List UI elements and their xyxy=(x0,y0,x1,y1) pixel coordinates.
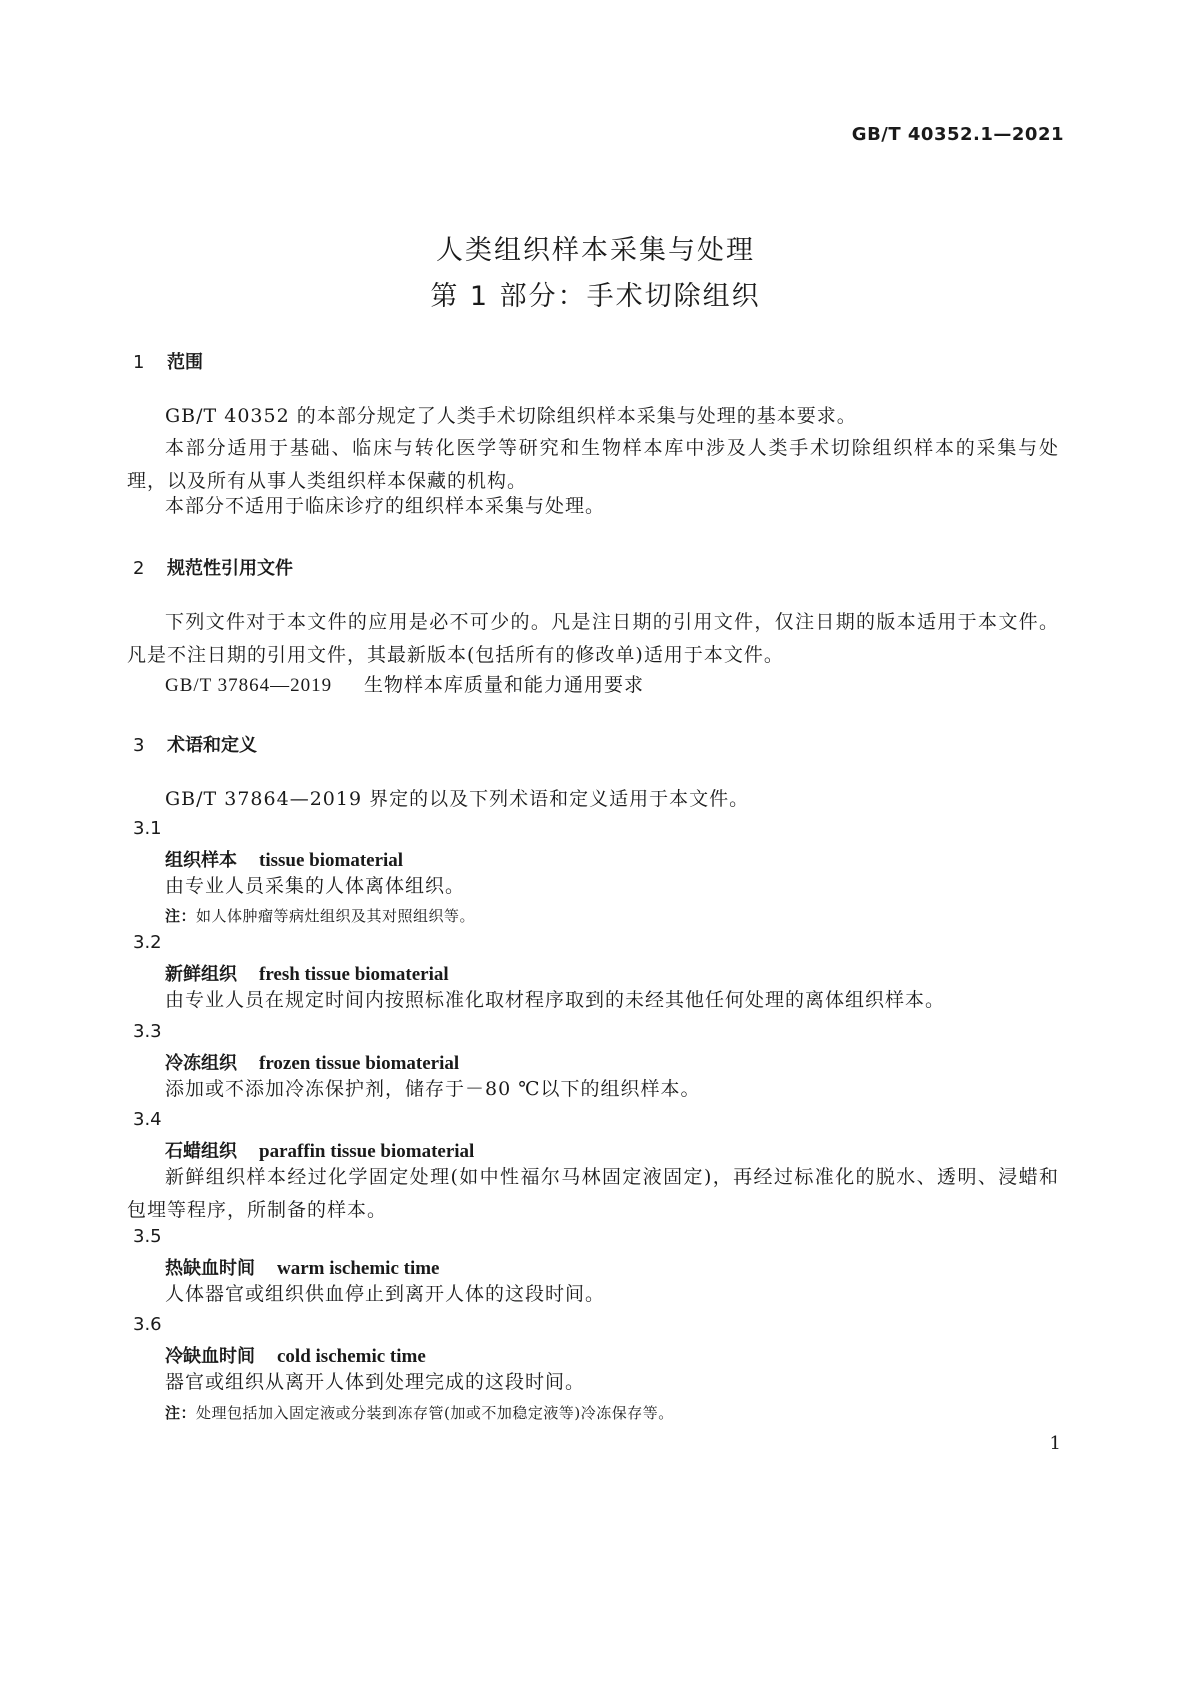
section-number: 2 xyxy=(133,558,145,579)
section-title: 范围 xyxy=(167,352,203,373)
term-chinese: 组织样本 xyxy=(165,850,237,871)
page-number: 1 xyxy=(1049,1433,1061,1454)
document-title-line2: 第 1 部分：手术切除组织 xyxy=(430,281,761,312)
term-definition: 由专业人员在规定时间内按照标准化取材程序取到的未经其他任何处理的离体组织样本。 xyxy=(165,989,946,1011)
term-chinese: 热缺血时间 xyxy=(165,1258,255,1279)
term-chinese: 冷冻组织 xyxy=(165,1053,237,1074)
document-title-line1: 人类组织样本采集与处理 xyxy=(436,235,755,266)
term-english: paraffin tissue biomaterial xyxy=(259,1141,475,1162)
term-chinese: 冷缺血时间 xyxy=(165,1346,255,1367)
note-label: 注： xyxy=(165,1404,197,1422)
note-label: 注： xyxy=(165,907,197,925)
term-english: tissue biomaterial xyxy=(259,850,404,871)
section-2-paragraph-1: 下列文件对于本文件的应用是必不可少的。凡是注日期的引用文件，仅注日期的版本适用于本文件。凡是不注日期的引用文件，其最新版本(包括所有的修改单)适用于本文件。 xyxy=(127,611,1059,666)
term-definition: 添加或不添加冷冻保护剂，储存于－80 ℃以下的组织样本。 xyxy=(165,1078,701,1100)
note-text: 如人体肿瘤等病灶组织及其对照组织等。 xyxy=(196,907,476,925)
section-1-heading xyxy=(133,348,203,374)
term-definition: 人体器官或组织供血停止到离开人体的这段时间。 xyxy=(165,1283,606,1305)
term-note xyxy=(165,1402,674,1423)
section-1-paragraph-2: 本部分适用于基础、临床与转化医学等研究和生物样本库中涉及人类手术切除组织样本的采集与处理，以及所有从事人类组织样本保藏的机构。 xyxy=(127,437,1059,492)
section-title: 术语和定义 xyxy=(167,735,257,756)
term-definition: 器官或组织从离开人体到处理完成的这段时间。 xyxy=(165,1371,586,1393)
term-number: 3.2 xyxy=(133,932,162,953)
section-3-intro: GB/T 37864—2019 界定的以及下列术语和定义适用于本文件。 xyxy=(165,788,750,810)
term-english: fresh tissue biomaterial xyxy=(259,964,449,985)
section-number: 3 xyxy=(133,735,145,756)
normative-reference xyxy=(165,670,644,697)
standard-number: GB/T 40352.1—2021 xyxy=(851,124,1064,145)
section-title: 规范性引用文件 xyxy=(167,558,293,579)
term-english: warm ischemic time xyxy=(277,1258,440,1279)
term-title xyxy=(165,960,449,986)
term-title xyxy=(165,1137,474,1163)
term-note xyxy=(165,905,475,926)
reference-title: 生物样本库质量和能力通用要求 xyxy=(364,674,645,696)
term-chinese: 新鲜组织 xyxy=(165,964,237,985)
term-chinese: 石蜡组织 xyxy=(165,1141,237,1162)
term-number: 3.3 xyxy=(133,1021,162,1042)
term-title xyxy=(165,1254,440,1280)
reference-code: GB/T 37864—2019 xyxy=(165,675,333,696)
term-title xyxy=(165,846,403,872)
term-number: 3.1 xyxy=(133,818,162,839)
section-number: 1 xyxy=(133,352,145,373)
section-2-heading xyxy=(133,554,293,580)
section-3-heading xyxy=(133,731,257,757)
section-1-paragraph-1: GB/T 40352 的本部分规定了人类手术切除组织样本采集与处理的基本要求。 xyxy=(165,405,857,427)
term-title xyxy=(165,1049,459,1075)
term-number: 3.5 xyxy=(133,1226,162,1247)
term-definition: 由专业人员采集的人体离体组织。 xyxy=(165,875,466,897)
note-text: 处理包括加入固定液或分装到冻存管(加或不加稳定液等)冷冻保存等。 xyxy=(196,1404,674,1422)
term-definition: 新鲜组织样本经过化学固定处理(如中性福尔马林固定液固定)，再经过标准化的脱水、透明、浸蜡和包埋等程序，所制备的样本。 xyxy=(127,1166,1059,1221)
section-1-paragraph-3: 本部分不适用于临床诊疗的组织样本采集与处理。 xyxy=(165,495,606,517)
term-english: cold ischemic time xyxy=(277,1346,426,1367)
term-title xyxy=(165,1342,426,1368)
term-number: 3.6 xyxy=(133,1314,162,1335)
term-english: frozen tissue biomaterial xyxy=(259,1053,460,1074)
term-number: 3.4 xyxy=(133,1109,162,1130)
